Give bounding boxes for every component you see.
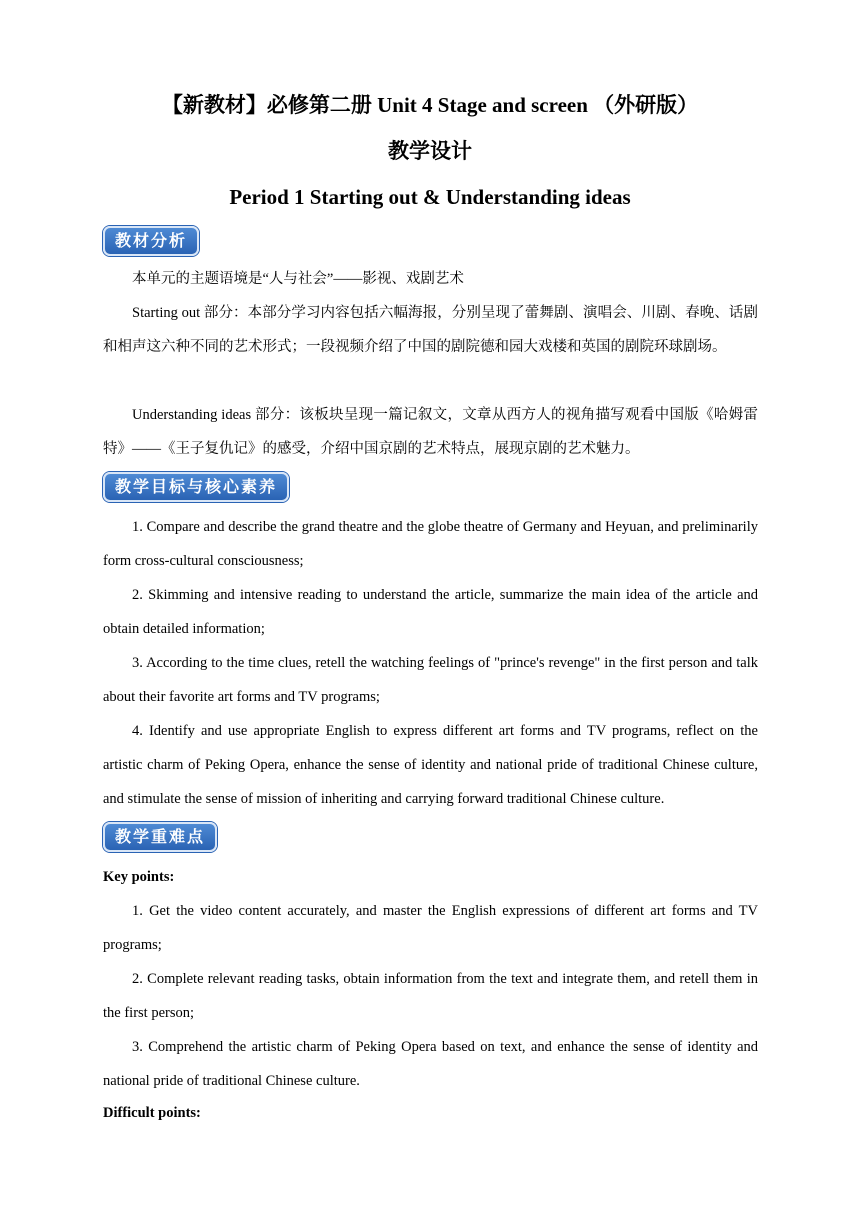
- section-badge-key-difficult: 教学重难点: [103, 822, 217, 852]
- goal-item-3: 3. According to the time clues, retell the watching feelings of "prince's revenge" in the first person and talk about their favorite art forms and TV programs;: [103, 655, 758, 705]
- document-subtitle: 教学设计: [388, 139, 472, 163]
- difficult-points-heading: Difficult points:: [103, 1105, 201, 1121]
- key-points-heading: Key points:: [103, 869, 175, 885]
- document-title: 【新教材】必修第二册 Unit 4 Stage and screen （外研版）: [161, 93, 699, 117]
- period-title: Period 1 Starting out & Understanding ideas: [229, 185, 631, 209]
- analysis-paragraph-1: 本单元的主题语境是“人与社会”——影视、戏剧艺术: [132, 271, 464, 287]
- key-point-3: 3. Comprehend the artistic charm of Peking Opera based on text, and enhance the sense of identity and national pride of traditional Chinese culture.: [103, 1039, 758, 1089]
- key-point-1: 1. Get the video content accurately, and master the English expressions of different art forms and TV programs;: [103, 903, 758, 953]
- goal-item-1: 1. Compare and describe the grand theatre and the globe theatre of Germany and Heyuan, and preliminarily form cross-cultural consciousness;: [103, 519, 758, 569]
- section-badge-analysis: 教材分析: [103, 226, 199, 256]
- section-badge-goals: 教学目标与核心素养: [103, 472, 289, 502]
- goal-item-2: 2. Skimming and intensive reading to understand the article, summarize the main idea of the article and obtain detailed information;: [103, 587, 758, 637]
- analysis-paragraph-3: Understanding ideas 部分：该板块呈现一篇记叙文，文章从西方人的视角描写观看中国版《哈姆雷特》——《王子复仇记》的感受，介绍中国京剧的艺术特点，展现京剧的艺术魅力。: [103, 407, 758, 457]
- key-point-2: 2. Complete relevant reading tasks, obtain information from the text and integrate them, and retell them in the first person;: [103, 971, 758, 1021]
- goal-item-4: 4. Identify and use appropriate English to express different art forms and TV programs, reflect on the artistic charm of Peking Opera, enhance the sense of identity and national pride of traditional Chinese culture, and stimulate the sense of mission of inheriting and carrying forward traditional Chinese culture.: [103, 723, 758, 807]
- analysis-paragraph-2: Starting out 部分：本部分学习内容包括六幅海报，分别呈现了蕾舞剧、演唱会、川剧、春晚、话剧和相声这六种不同的艺术形式；一段视频介绍了中国的剧院德和园大戏楼和英国的剧院环球剧场。: [103, 305, 758, 355]
